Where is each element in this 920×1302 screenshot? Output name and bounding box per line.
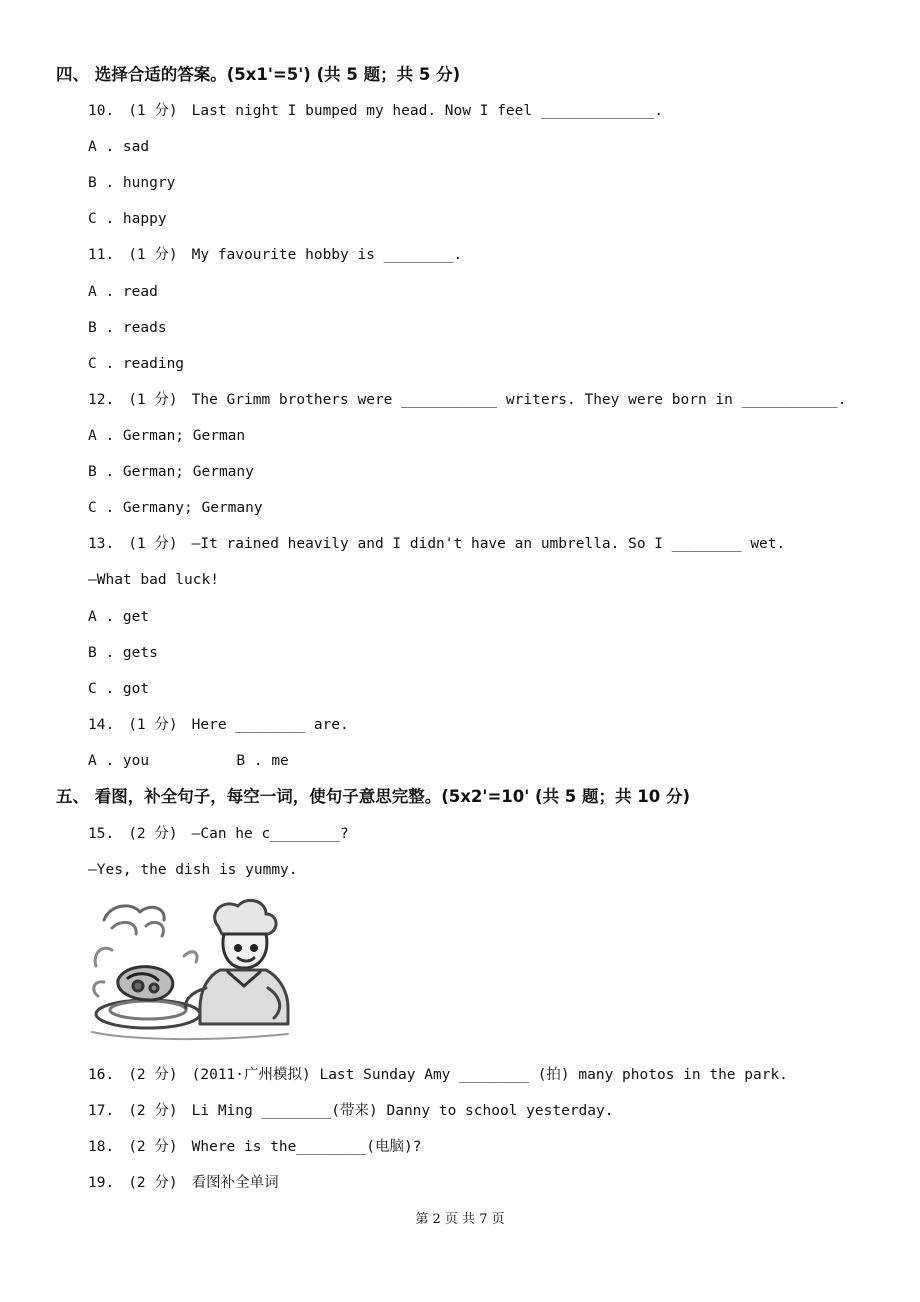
question-points: (1 分) (128, 247, 178, 263)
option-c[interactable]: C . got (88, 681, 150, 697)
question-18 (88, 1137, 421, 1157)
section-heading-4: 四、 选择合适的答案。(5x1'=5') (共 5 题；共 5 分) (56, 65, 461, 84)
question-13-dialogue-reply: —What bad luck! (88, 572, 219, 588)
question-text: 看图补全单词 (191, 1175, 279, 1191)
question-12 (88, 390, 846, 410)
question-text: —It rained heavily and I didn't have an umbrella. So I ________ wet. (191, 536, 786, 552)
option-b[interactable]: B . hungry (88, 175, 176, 191)
question-16 (88, 1065, 788, 1085)
chef-cooking-image (88, 896, 294, 1044)
question-number: 16. (88, 1067, 115, 1083)
question-text: My favourite hobby is ________. (191, 247, 463, 263)
question-19 (88, 1173, 279, 1193)
option-b[interactable]: B . German; Germany (88, 464, 254, 480)
question-number: 12. (88, 392, 115, 408)
option-c[interactable]: C . Germany; Germany (88, 500, 263, 516)
question-points: (2 分) (128, 1139, 178, 1155)
question-17 (88, 1101, 613, 1121)
question-number: 11. (88, 247, 115, 263)
question-number: 15. (88, 826, 115, 842)
question-text: (2011·广州模拟) Last Sunday Amy ________ (拍) many photos in the park. (191, 1067, 788, 1083)
question-number: 17. (88, 1103, 115, 1119)
question-number: 18. (88, 1139, 115, 1155)
question-number: 10. (88, 103, 115, 119)
question-15 (88, 824, 349, 844)
option-c[interactable]: C . happy (88, 211, 167, 227)
option-a[interactable]: A . read (88, 284, 158, 300)
question-points: (1 分) (128, 392, 178, 408)
question-points: (1 分) (128, 536, 178, 552)
options-inline[interactable]: A . you B . me (88, 753, 289, 769)
question-number: 13. (88, 536, 115, 552)
question-points: (2 分) (128, 1103, 178, 1119)
question-number: 19. (88, 1175, 115, 1191)
question-13 (88, 534, 785, 554)
option-b[interactable]: B . reads (88, 320, 167, 336)
page-footer: 第 2 页 共 7 页 (415, 1212, 505, 1227)
question-text: Here ________ are. (191, 717, 349, 733)
question-text: The Grimm brothers were ___________ writers. They were born in ___________. (191, 392, 847, 408)
question-15-dialogue-reply: —Yes, the dish is yummy. (88, 862, 298, 878)
question-points: (1 分) (128, 103, 178, 119)
question-points: (2 分) (128, 826, 178, 842)
question-number: 14. (88, 717, 115, 733)
question-points: (2 分) (128, 1067, 178, 1083)
question-text: Li Ming ________(带来) Danny to school yesterday. (191, 1103, 614, 1119)
option-a[interactable]: A . sad (88, 139, 150, 155)
question-text: —Can he c________? (191, 826, 349, 842)
question-11 (88, 245, 462, 265)
option-b[interactable]: B . gets (88, 645, 158, 661)
question-text: Where is the________(电脑)? (191, 1139, 422, 1155)
option-a[interactable]: A . get (88, 609, 150, 625)
question-14 (88, 715, 349, 735)
question-points: (1 分) (128, 717, 178, 733)
question-points: (2 分) (128, 1175, 178, 1191)
option-c[interactable]: C . reading (88, 356, 185, 372)
question-10 (88, 101, 663, 121)
section-heading-5: 五、 看图，补全句子，每空一词，使句子意思完整。(5x2'=10' (共 5 题；共 10 分) (56, 787, 691, 806)
option-a[interactable]: A . German; German (88, 428, 246, 444)
question-text: Last night I bumped my head. Now I feel _____________. (191, 103, 664, 119)
